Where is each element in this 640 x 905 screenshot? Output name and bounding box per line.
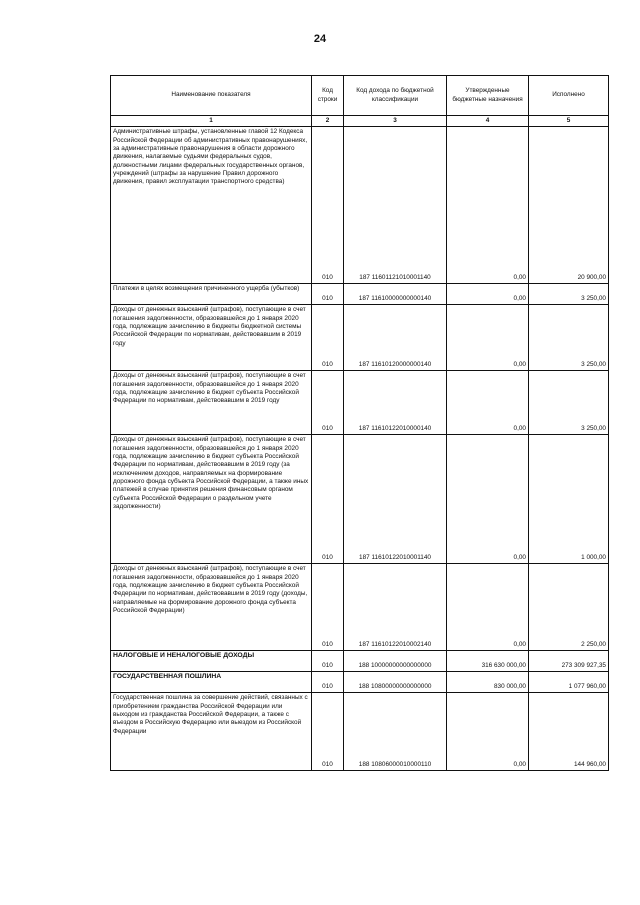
- row-executed: 3 250,00: [529, 371, 609, 435]
- row-approved: 0,00: [447, 371, 529, 435]
- header-line-code: Код строки: [312, 76, 344, 116]
- row-line-code: 010: [312, 564, 344, 651]
- header-budget-code: Код дохода по бюджетной классификации: [344, 76, 447, 116]
- header-approved: Утвержденные бюджетные назначения: [447, 76, 529, 116]
- row-budget-code: 187 11601121010001140: [344, 127, 447, 284]
- row-executed: 2 250,00: [529, 564, 609, 651]
- table-row: [111, 305, 609, 371]
- row-executed: 273 309 927,35: [529, 651, 609, 672]
- row-approved: 0,00: [447, 284, 529, 305]
- row-executed: 3 250,00: [529, 284, 609, 305]
- column-number: 3: [344, 116, 447, 127]
- row-approved: 0,00: [447, 435, 529, 564]
- page-number: 24: [313, 33, 327, 45]
- row-name: ГОСУДАРСТВЕННАЯ ПОШЛИНА: [111, 672, 312, 693]
- table-row: [111, 651, 609, 672]
- row-budget-code: 187 11610122010002140: [344, 564, 447, 651]
- row-line-code: 010: [312, 435, 344, 564]
- row-executed: 3 250,00: [529, 305, 609, 371]
- row-budget-code: 187 11610122010000140: [344, 371, 447, 435]
- row-budget-code: 187 11610000000000140: [344, 284, 447, 305]
- row-budget-code: 188 10806000010000110: [344, 693, 447, 771]
- table-row: [111, 284, 609, 305]
- row-executed: 1 077 960,00: [529, 672, 609, 693]
- row-line-code: 010: [312, 672, 344, 693]
- table-row: [111, 371, 609, 435]
- row-approved: 830 000,00: [447, 672, 529, 693]
- column-number: 4: [447, 116, 529, 127]
- row-name: Доходы от денежных взысканий (штрафов), поступающие в счет погашения задолженности, образовавшейся до 1 января 2020 года, подлежащие зачислению в бюджеты бюджетной системы Российской Федерации по нормативам, действовавшим в 2019 году: [111, 305, 312, 371]
- table-header-row: [111, 76, 609, 116]
- table-row: [111, 127, 609, 284]
- row-name: Административные штрафы, установленные главой 12 Кодекса Российской Федерации об административных правонарушениях, за административные правонарушения в области дорожного движения, налагаемые судьями федеральных судов, должностными лицами федеральных государственных органов, учреждений (штрафы за нарушение Правил дорожного движения, правил эксплуатации транспортного средства): [111, 127, 312, 284]
- row-name: НАЛОГОВЫЕ И НЕНАЛОГОВЫЕ ДОХОДЫ: [111, 651, 312, 672]
- row-approved: 0,00: [447, 564, 529, 651]
- table-row: [111, 435, 609, 564]
- row-approved: 0,00: [447, 127, 529, 284]
- row-budget-code: 188 10000000000000000: [344, 651, 447, 672]
- row-executed: 144 960,00: [529, 693, 609, 771]
- row-line-code: 010: [312, 371, 344, 435]
- row-approved: 316 630 000,00: [447, 651, 529, 672]
- budget-table: [110, 75, 609, 771]
- table-row: [111, 693, 609, 771]
- header-executed: Исполнено: [529, 76, 609, 116]
- row-line-code: 010: [312, 305, 344, 371]
- row-executed: 20 900,00: [529, 127, 609, 284]
- row-name: Доходы от денежных взысканий (штрафов), поступающие в счет погашения задолженности, образовавшейся до 1 января 2020 года, подлежащие зачислению в бюджет субъекта Российской Федерации по нормативам, действовавшим в 2019 году (за исключением доходов, направляемых на формирование дорожного фонда субъекта Российской Федерации, а также иных платежей в случае принятия решения финансовым органом субъекта Российской Федерации о раздельном учете задолженности): [111, 435, 312, 564]
- row-budget-code: 187 11610120000000140: [344, 305, 447, 371]
- row-line-code: 010: [312, 693, 344, 771]
- row-budget-code: 188 10800000000000000: [344, 672, 447, 693]
- row-name: Доходы от денежных взысканий (штрафов), поступающие в счет погашения задолженности, образовавшейся до 1 января 2020 года, подлежащие зачислению в бюджет субъекта Российской Федерации по нормативам, действовавшим в 2019 году (доходы, направляемые на формирование дорожного фонда субъекта Российской Федерации): [111, 564, 312, 651]
- row-name: Доходы от денежных взысканий (штрафов), поступающие в счет погашения задолженности, образовавшейся до 1 января 2020 года, подлежащие зачислению в бюджет субъекта Российской Федерации по нормативам, действовавшим в 2019 году: [111, 371, 312, 435]
- table-row: [111, 564, 609, 651]
- table-row: [111, 672, 609, 693]
- row-name: Платежи в целях возмещения причиненного ущерба (убытков): [111, 284, 312, 305]
- row-budget-code: 187 11610122010001140: [344, 435, 447, 564]
- row-line-code: 010: [312, 284, 344, 305]
- header-name: Наименование показателя: [111, 76, 312, 116]
- column-number: 2: [312, 116, 344, 127]
- row-approved: 0,00: [447, 305, 529, 371]
- column-number-row: [111, 116, 609, 127]
- column-number: 1: [111, 116, 312, 127]
- row-line-code: 010: [312, 651, 344, 672]
- row-approved: 0,00: [447, 693, 529, 771]
- row-line-code: 010: [312, 127, 344, 284]
- row-name: Государственная пошлина за совершение действий, связанных с приобретением гражданства Российской Федерации или выходом из гражданства Российской Федерации, а также с въездом в Российскую Федерацию или выездом из Российской Федерации: [111, 693, 312, 771]
- column-number: 5: [529, 116, 609, 127]
- row-executed: 1 000,00: [529, 435, 609, 564]
